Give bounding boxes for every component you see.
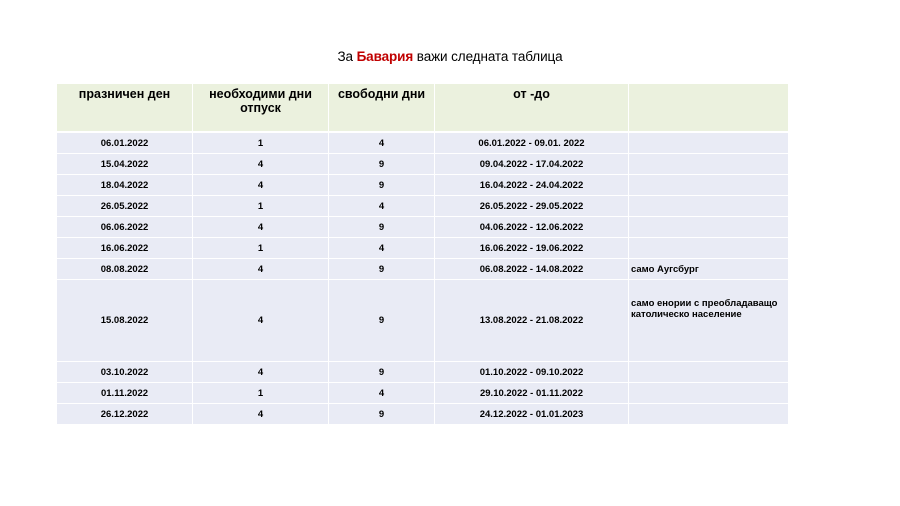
- cell-vacation-days: 1: [193, 133, 329, 154]
- cell-period: 16.04.2022 - 24.04.2022: [435, 175, 629, 196]
- cell-vacation-days: 4: [193, 404, 329, 425]
- holidays-table: [57, 84, 789, 425]
- header-note: [629, 84, 789, 133]
- table-row: [57, 196, 789, 217]
- cell-free-days: 4: [329, 238, 435, 259]
- cell-vacation-days: 4: [193, 217, 329, 238]
- cell-period: 04.06.2022 - 12.06.2022: [435, 217, 629, 238]
- cell-note: само Аугсбург: [629, 259, 789, 280]
- table-row: [57, 259, 789, 280]
- cell-vacation-days: 1: [193, 196, 329, 217]
- title-highlight: Бавария: [356, 49, 414, 64]
- cell-period: 06.08.2022 - 14.08.2022: [435, 259, 629, 280]
- cell-period: 24.12.2022 - 01.01.2023: [435, 404, 629, 425]
- cell-free-days: 4: [329, 196, 435, 217]
- cell-note: [629, 196, 789, 217]
- cell-holiday: 08.08.2022: [57, 259, 193, 280]
- cell-note: [629, 217, 789, 238]
- cell-vacation-days: 4: [193, 175, 329, 196]
- cell-vacation-days: 1: [193, 238, 329, 259]
- cell-vacation-days: 4: [193, 280, 329, 362]
- cell-holiday: 15.04.2022: [57, 154, 193, 175]
- cell-holiday: 15.08.2022: [57, 280, 193, 362]
- cell-period: 01.10.2022 - 09.10.2022: [435, 362, 629, 383]
- table-row: [57, 175, 789, 196]
- cell-period: 06.01.2022 - 09.01. 2022: [435, 133, 629, 154]
- cell-free-days: 9: [329, 175, 435, 196]
- cell-vacation-days: 1: [193, 383, 329, 404]
- cell-note: [629, 154, 789, 175]
- cell-holiday: 26.12.2022: [57, 404, 193, 425]
- cell-note: само енории с преобладаващо католическо население: [629, 280, 789, 362]
- cell-holiday: 26.05.2022: [57, 196, 193, 217]
- cell-period: 29.10.2022 - 01.11.2022: [435, 383, 629, 404]
- cell-holiday: 06.06.2022: [57, 217, 193, 238]
- cell-free-days: 9: [329, 154, 435, 175]
- cell-holiday: 16.06.2022: [57, 238, 193, 259]
- cell-free-days: 9: [329, 217, 435, 238]
- header-period: от -до: [435, 84, 629, 133]
- cell-free-days: 9: [329, 259, 435, 280]
- header-vacation-days: необходими дни отпуск: [193, 84, 329, 133]
- header-holiday: празничен ден: [57, 84, 193, 133]
- table-row: [57, 238, 789, 259]
- table-row: [57, 133, 789, 154]
- cell-period: 16.06.2022 - 19.06.2022: [435, 238, 629, 259]
- cell-note: [629, 133, 789, 154]
- cell-free-days: 9: [329, 362, 435, 383]
- cell-vacation-days: 4: [193, 154, 329, 175]
- cell-note: [629, 383, 789, 404]
- table-row: [57, 362, 789, 383]
- cell-free-days: 9: [329, 404, 435, 425]
- header-free-days: свободни дни: [329, 84, 435, 133]
- cell-period: 26.05.2022 - 29.05.2022: [435, 196, 629, 217]
- page-title: [0, 49, 900, 64]
- cell-free-days: 4: [329, 133, 435, 154]
- cell-free-days: 9: [329, 280, 435, 362]
- cell-vacation-days: 4: [193, 259, 329, 280]
- table-row: [57, 217, 789, 238]
- cell-holiday: 06.01.2022: [57, 133, 193, 154]
- table-row: [57, 404, 789, 425]
- cell-note: [629, 404, 789, 425]
- cell-note: [629, 238, 789, 259]
- table-header-row: [57, 84, 789, 133]
- cell-holiday: 03.10.2022: [57, 362, 193, 383]
- cell-free-days: 4: [329, 383, 435, 404]
- cell-period: 13.08.2022 - 21.08.2022: [435, 280, 629, 362]
- table-row: [57, 280, 789, 362]
- cell-vacation-days: 4: [193, 362, 329, 383]
- title-prefix: За: [337, 49, 353, 64]
- table-row: [57, 154, 789, 175]
- title-suffix: важи следната таблица: [416, 49, 563, 64]
- cell-holiday: 18.04.2022: [57, 175, 193, 196]
- cell-note: [629, 362, 789, 383]
- cell-holiday: 01.11.2022: [57, 383, 193, 404]
- cell-period: 09.04.2022 - 17.04.2022: [435, 154, 629, 175]
- cell-note: [629, 175, 789, 196]
- table-row: [57, 383, 789, 404]
